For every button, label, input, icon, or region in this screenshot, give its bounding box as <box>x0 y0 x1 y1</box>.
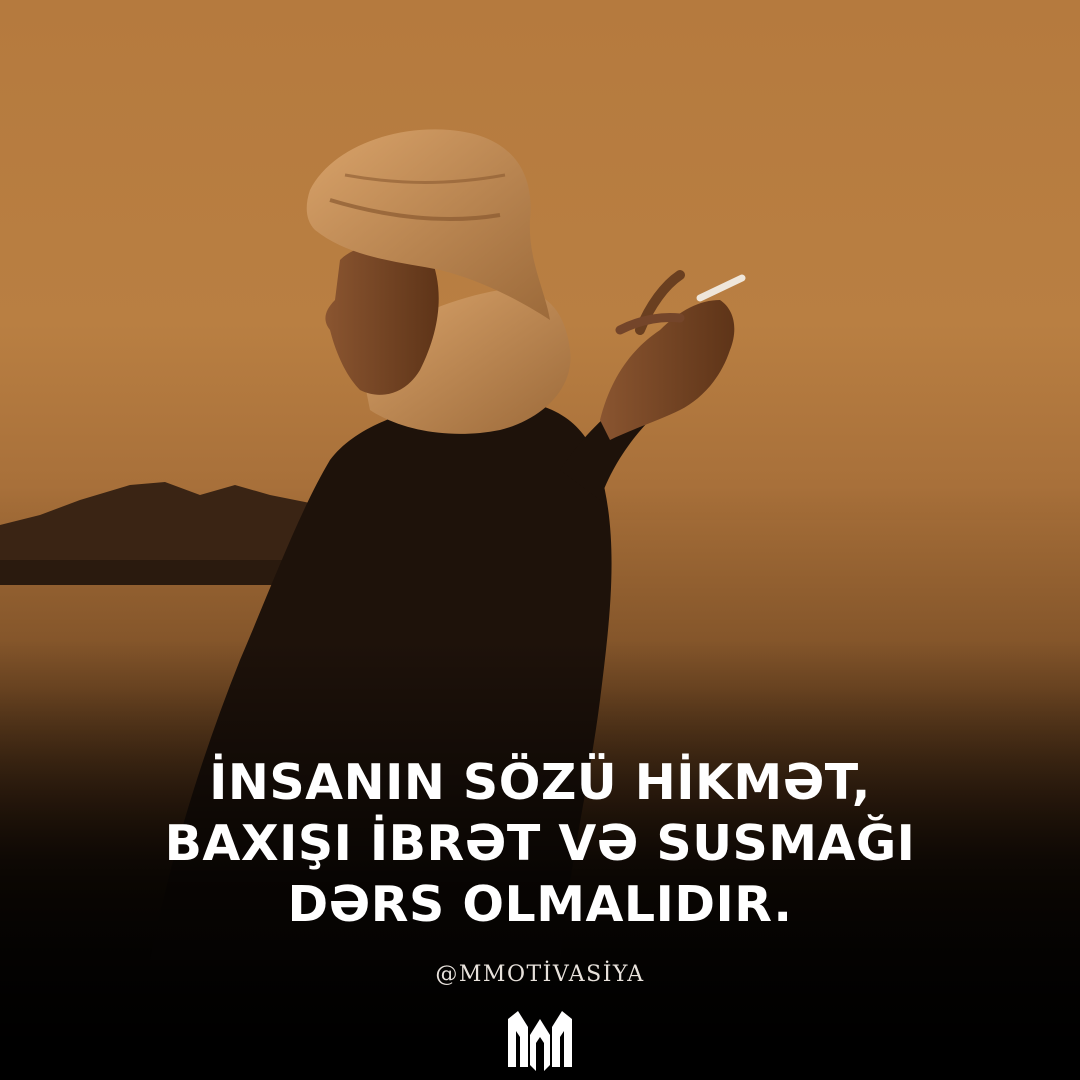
quote-line-1: İNSANIN SÖZÜ HİKMƏT, <box>209 754 871 811</box>
hills <box>0 482 320 560</box>
watermark-handle: @MMOTİVASİYA <box>435 962 645 987</box>
cigarette <box>700 278 742 298</box>
mm-logo-icon <box>504 1005 576 1071</box>
quote-line-2: BAXIŞI İBRƏT VƏ SUSMAĞI <box>164 815 916 872</box>
quote-line-3: DƏRS OLMALIDIR. <box>287 876 793 933</box>
quote-text <box>0 752 1080 935</box>
